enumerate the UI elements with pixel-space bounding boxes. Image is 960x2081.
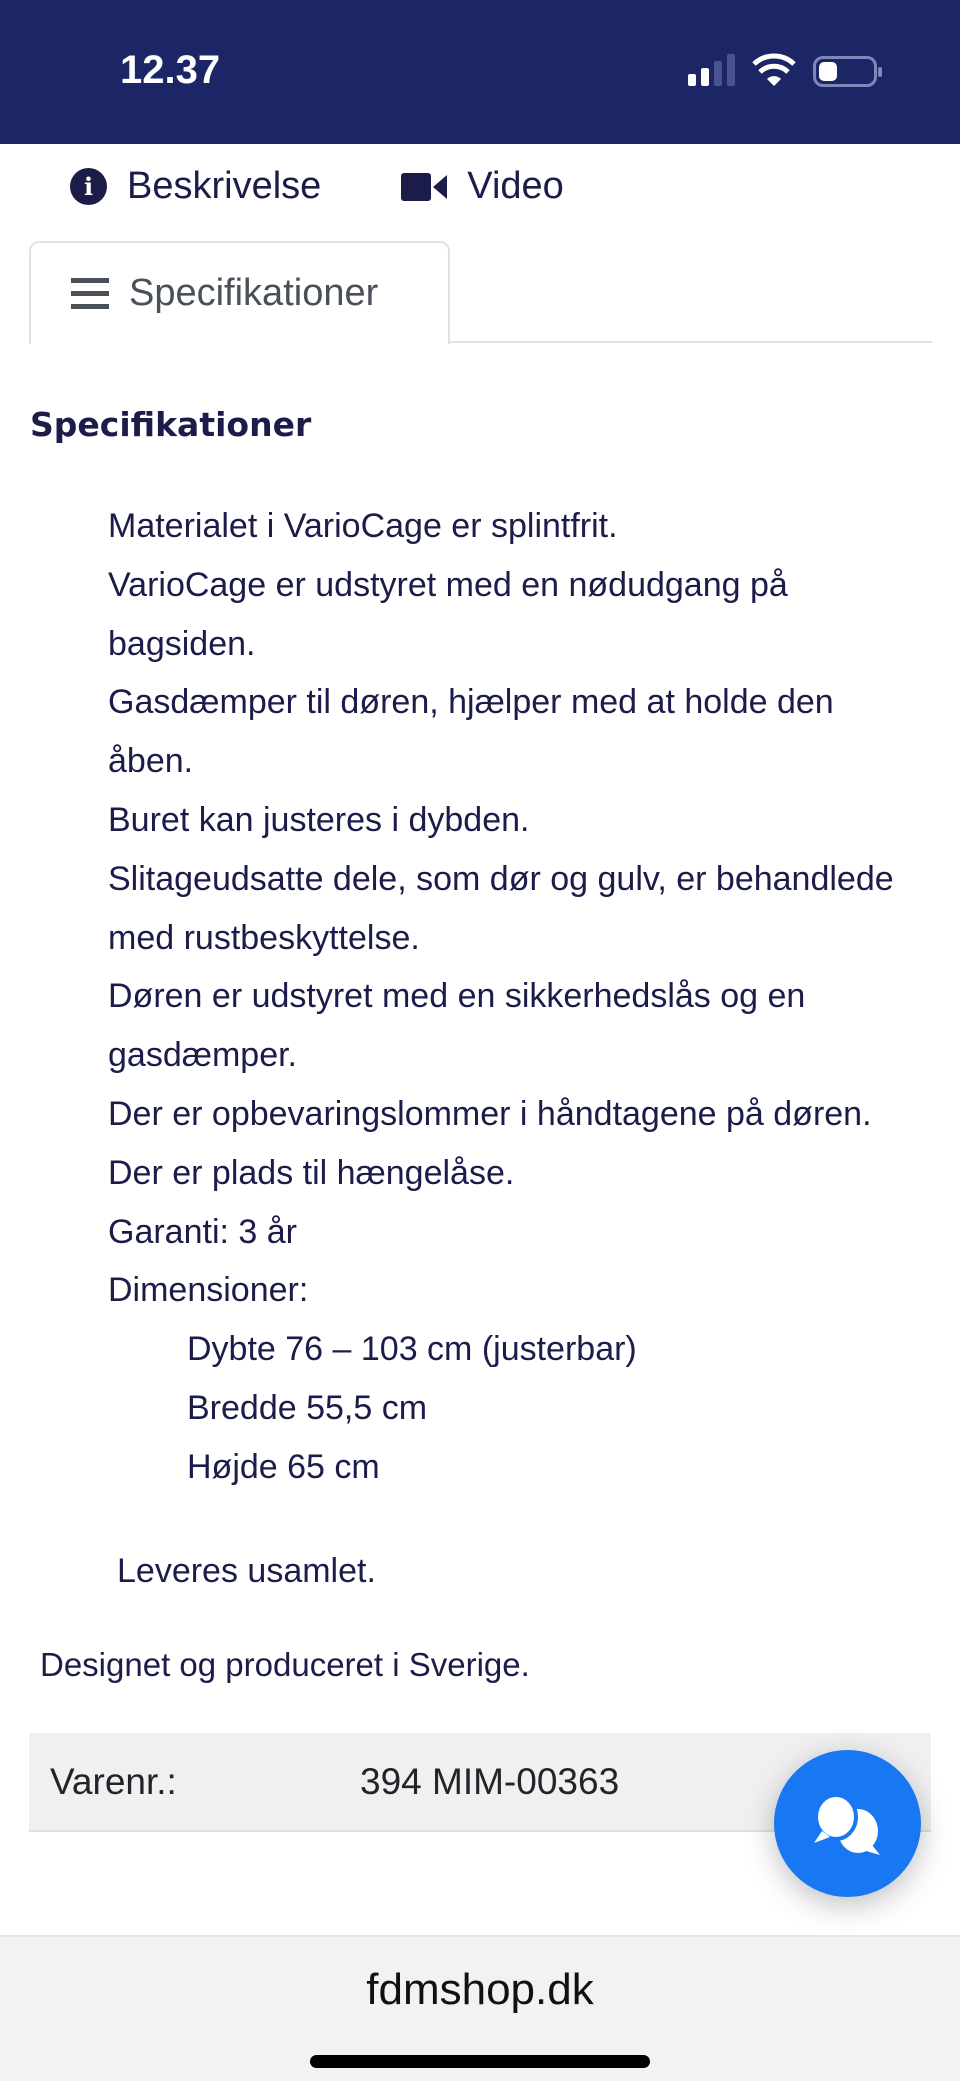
spec-item: Materialet i VarioCage er splintfrit. [108,507,618,545]
spec-item: VarioCage er udstyret med en nødudgang på bagsiden. [108,565,788,663]
spec-item: Døren er udstyret med en sikkerhedslås og en gasdæmper. [108,977,806,1075]
dimension-item: Dybte 76 – 103 cm (justerbar) [187,1330,637,1369]
chat-icon [808,1789,888,1859]
spec-item-label: Dimensioner: [108,1271,309,1310]
tab-video[interactable] [401,165,564,208]
home-indicator[interactable] [310,2055,650,2068]
item-number-value: 394 MIM-00363 [360,1760,620,1802]
status-bar [0,0,960,144]
chat-button[interactable] [774,1750,921,1897]
status-time: 12.37 [120,48,221,92]
spec-list [108,497,928,1497]
section-heading: Specifikationer [30,405,312,444]
tab-beskrivelse[interactable] [70,165,321,208]
video-icon [401,173,447,201]
tab-bar [70,165,564,208]
list-icon [71,278,109,309]
spec-item: Der er opbevaringslommer i håndtagene på døren. [108,1094,872,1133]
origin-note: Designet og produceret i Sverige. [40,1646,530,1683]
wifi-icon [752,52,796,88]
info-icon: i [70,168,107,205]
item-number-label: Varenr.: [50,1760,177,1802]
dimension-item: Højde 65 cm [187,1447,380,1486]
tab-label: Video [467,165,564,207]
dimensions-list [108,1320,928,1496]
signal-icon [688,54,735,86]
spec-item: Slitageudsatte dele, som dør og gulv, er behandlede med rustbeskyttelse. [108,859,894,957]
tab-divider [450,341,932,343]
delivery-note: Leveres usamlet. [117,1552,376,1590]
browser-bar [0,1935,960,2081]
tab-label: Specifikationer [129,272,379,314]
spec-item [108,1261,928,1496]
dimension-item: Bredde 55,5 cm [187,1388,428,1427]
spec-item: Gasdæmper til døren, hjælper med at holde den åben. [108,683,834,781]
tab-specifikationer[interactable] [29,241,450,344]
spec-item: Garanti: 3 år [108,1212,297,1251]
tab-label: Beskrivelse [127,165,322,207]
battery-icon [813,56,877,87]
spec-item: Buret kan justeres i dybden. [108,800,530,839]
spec-item: Der er plads til hængelåse. [108,1153,515,1192]
url-display[interactable]: fdmshop.dk [366,1965,594,2014]
